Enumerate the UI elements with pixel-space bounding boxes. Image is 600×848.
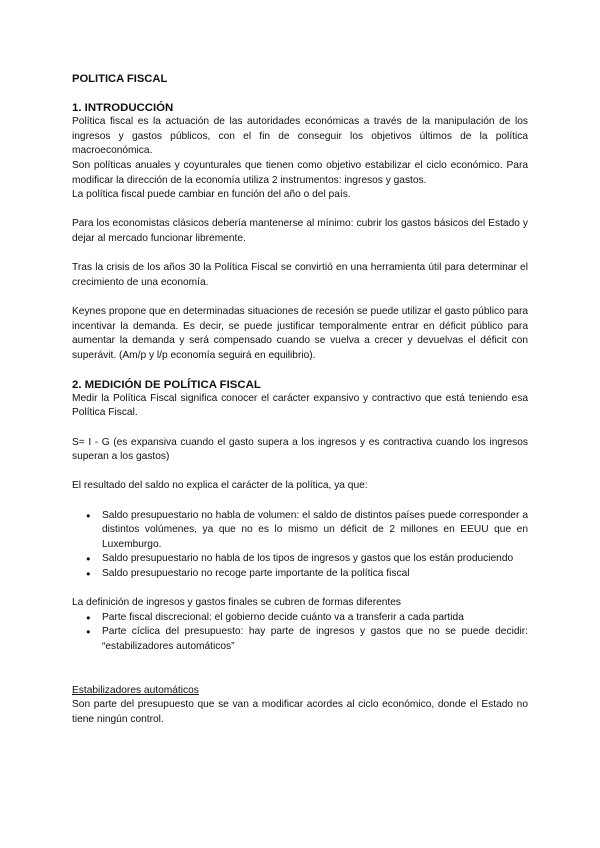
spacer	[72, 465, 528, 480]
paragraph: S= I - G (es expansiva cuando el gasto supera a los ingresos y es contractiva cuando los ingresos superan a los gastos)	[72, 436, 528, 463]
paragraph: Son políticas anuales y coyunturales que tienen como objetivo estabilizar el ciclo económico. Para modificar la dirección de la economía utiliza 2 instrumentos: ingresos y gastos.	[72, 159, 528, 186]
section-heading-medicion: 2. MEDICIÓN DE POLÍTICA FISCAL	[72, 378, 261, 391]
spacer	[72, 582, 528, 597]
list-item: ● Saldo presupuestario no recoge parte importante de la política fiscal	[72, 567, 528, 582]
list-item: ● Parte fiscal discrecional: el gobierno decide cuánto va a transferir a cada partida	[72, 611, 528, 626]
paragraph: Son parte del presupuesto que se van a modificar acordes al ciclo económico, donde el Estado no tiene ningún control.	[72, 699, 528, 725]
paragraph: El resultado del saldo no explica el carácter de la política, ya que:	[72, 480, 368, 492]
spacer	[72, 87, 528, 102]
spacer	[72, 363, 528, 378]
document-page	[72, 62, 528, 728]
paragraph: Para los economistas clásicos debería mantenerse al mínimo: cubrir los gastos básicos del Estado y dejar al mercado funcionar libremente.	[72, 218, 528, 244]
bullet-list	[72, 509, 528, 582]
subsection-heading-estabilizadores: Estabilizadores automáticos	[72, 684, 199, 696]
list-item: ● Saldo presupuestario no habla de los tipos de ingresos y gastos que los están produciendo	[72, 552, 528, 567]
list-item: ● Saldo presupuestario no habla de volumen: el saldo de distintos países puede corresponder a distintos volúmenes, ya que no es lo mismo un déficit de 2 millones en EEUU que en Luxemburgo.	[72, 509, 528, 553]
bullet-list	[72, 611, 528, 655]
paragraph: Keynes propone que en determinadas situaciones de recesión se puede utilizar el gasto público para incentivar la demanda. Es decir, se puede justificar temporalmente entrar en déficit público para aumentar la demanda y será compensado cuando se vuelva a crecer y devuelvas el déficit con superávit. (Am/p y l/p economía seguirá en equilibrio).	[72, 305, 528, 361]
spacer	[72, 421, 528, 436]
spacer	[72, 655, 528, 670]
paragraph: Tras la crisis de los años 30 la Política Fiscal se convirtió en una herramienta útil para determinar el crecimiento de una economía.	[72, 262, 528, 288]
list-item: ● Parte cíclica del presupuesto: hay parte de ingresos y gastos que no se puede decidir: “estabilizadores automáticos”	[72, 625, 528, 654]
spacer	[72, 494, 528, 509]
section-heading-introduccion: 1. INTRODUCCIÓN	[72, 102, 174, 115]
paragraph: La política fiscal puede cambiar en función del año o del país.	[72, 189, 351, 201]
paragraph: Política fiscal es la actuación de las autoridades económicas a través de la manipulación de los ingresos y gastos públicos, con el fin de conseguir los objetivos últimos de la política macroeconómica.	[72, 116, 528, 157]
paragraph: Medir la Política Fiscal significa conocer el carácter expansivo y contractivo que está teniendo esa Política Fiscal.	[72, 392, 528, 419]
spacer	[72, 247, 528, 262]
spacer	[72, 669, 528, 684]
page-title: POLITICA FISCAL	[72, 73, 168, 85]
paragraph: La definición de ingresos y gastos finales se cubren de formas diferentes	[72, 597, 402, 609]
spacer	[72, 290, 528, 305]
spacer	[72, 203, 528, 218]
